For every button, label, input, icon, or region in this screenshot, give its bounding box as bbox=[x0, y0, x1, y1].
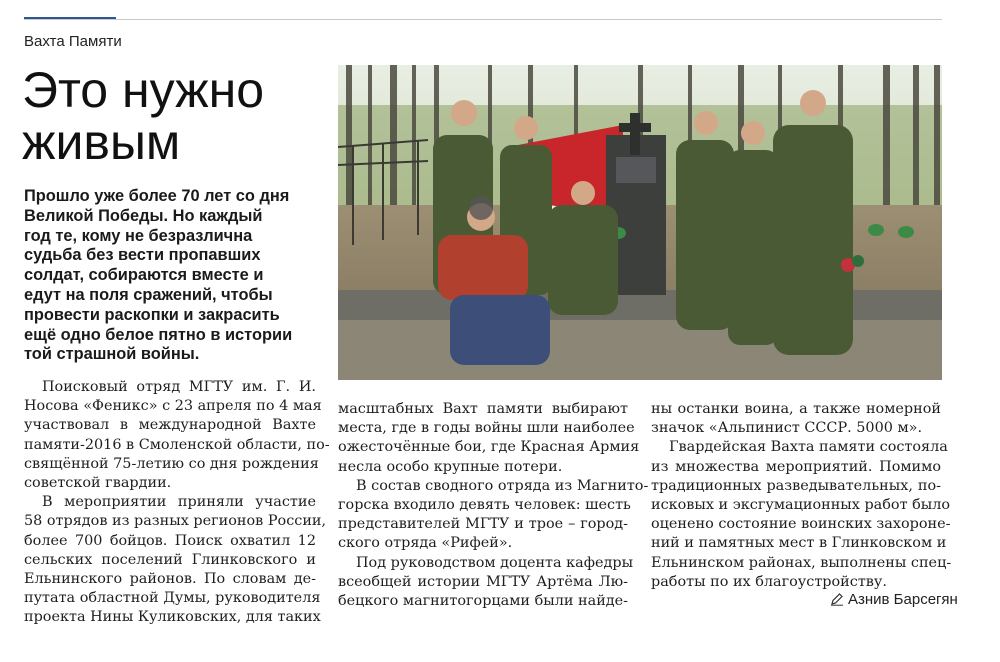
text-line: советской гвардии. bbox=[24, 475, 172, 492]
text-line: представителей МГТУ и трое – город- bbox=[338, 516, 628, 533]
text-line: 58 отрядов из разных регионов России, bbox=[24, 513, 327, 530]
text-line: Ельнинском районах, выполнены спец- bbox=[651, 554, 952, 571]
section-rubric: Вахта Памяти bbox=[24, 33, 122, 50]
author-byline bbox=[830, 591, 958, 610]
lead-line: год те, кому не безразлична bbox=[24, 226, 253, 245]
text-line: значок «Альпинист СССР. 5000 м». bbox=[651, 420, 923, 437]
text-line: горска входило девять человек: шесть bbox=[338, 497, 631, 514]
text-line: сельских поселений Глинковского и bbox=[24, 551, 316, 568]
text-line: проекта Нины Куликовских, для таких bbox=[24, 609, 321, 626]
text-line: масштабных Вахт памяти выбирают bbox=[338, 401, 628, 417]
lead-paragraph bbox=[24, 187, 324, 365]
text-line: более 700 бойцов. Поиск охватил 12 bbox=[24, 532, 316, 549]
text-line: традиционных разведывательных, по- bbox=[651, 477, 941, 494]
text-line: путата областной Думы, руководителя bbox=[24, 590, 321, 607]
photo-illustration bbox=[338, 65, 942, 380]
text-line: бецкого магнитогорцами были найде- bbox=[338, 593, 629, 610]
text-line: В мероприятии приняли участие bbox=[42, 494, 316, 511]
headline-line: Это нужно bbox=[22, 62, 265, 118]
text-line: ны останки воина, а также номерной bbox=[651, 401, 941, 417]
lead-line: провести раскопки и закрасить bbox=[24, 305, 280, 324]
paragraph bbox=[338, 477, 649, 554]
article-column-3 bbox=[651, 400, 952, 592]
text-line: свящённой 75-летию со дня рождения bbox=[24, 455, 319, 472]
lead-line: Великой Победы. Но каждый bbox=[24, 206, 263, 225]
text-line: места, где в годы войны шли наиболее bbox=[338, 420, 635, 437]
article-column-2 bbox=[338, 400, 649, 611]
lead-line: судьба без вести пропавших bbox=[24, 246, 261, 265]
text-line: Под руководством доцента кафедры bbox=[356, 554, 634, 571]
text-line: всеобщей истории МГТУ Артёма Лю- bbox=[338, 573, 628, 590]
paragraph bbox=[651, 438, 952, 592]
paragraph bbox=[24, 493, 327, 627]
text-line: участвовал в международной Вахте bbox=[24, 417, 316, 434]
lead-line: солдат, собираются вместе и bbox=[24, 266, 264, 285]
text-line: ожесточённые бои, где Красная Армия bbox=[338, 439, 640, 456]
text-line: Поисковый отряд МГТУ им. Г. И. bbox=[42, 379, 316, 395]
paragraph bbox=[651, 400, 941, 438]
text-line: несла особо крупные потери. bbox=[338, 458, 563, 475]
lead-line: Прошло уже более 70 лет со дня bbox=[24, 187, 290, 205]
text-line: из множества мероприятий. Помимо bbox=[651, 458, 941, 475]
text-line: памяти-2016 в Смоленской области, по- bbox=[24, 436, 330, 453]
lead-line: ещё одно белое пятно в истории bbox=[24, 325, 293, 344]
author-name: Азнив Барсегян bbox=[848, 591, 958, 608]
text-line: ского отряда «Рифей». bbox=[338, 535, 513, 552]
text-line: Ельнинского районов. По словам де- bbox=[24, 571, 316, 588]
lead-line: той страшной войны. bbox=[24, 345, 200, 364]
pen-icon bbox=[830, 592, 844, 610]
lead-line: едут на поля сражений, чтобы bbox=[24, 285, 273, 304]
text-line: Гвардейская Вахта памяти состояла bbox=[669, 439, 948, 456]
text-line: оценено состояние воинских захороне- bbox=[651, 516, 951, 533]
text-line: работы по их благоустройству. bbox=[651, 573, 887, 590]
text-line: исковых и эксгумационных работ было bbox=[651, 497, 951, 514]
text-line: В состав сводного отряда из Магнито- bbox=[356, 477, 649, 494]
text-line: Носова «Феникс» с 23 апреля по 4 мая bbox=[24, 398, 322, 415]
paragraph bbox=[338, 554, 634, 612]
paragraph bbox=[24, 378, 330, 493]
headline-line: живым bbox=[22, 114, 181, 170]
paragraph bbox=[338, 400, 640, 477]
headline bbox=[22, 64, 322, 168]
text-line: ний и памятных мест в Глинковском и bbox=[651, 535, 947, 552]
top-rule bbox=[24, 19, 942, 20]
article-photo bbox=[338, 65, 942, 380]
article-column-1 bbox=[24, 378, 330, 626]
